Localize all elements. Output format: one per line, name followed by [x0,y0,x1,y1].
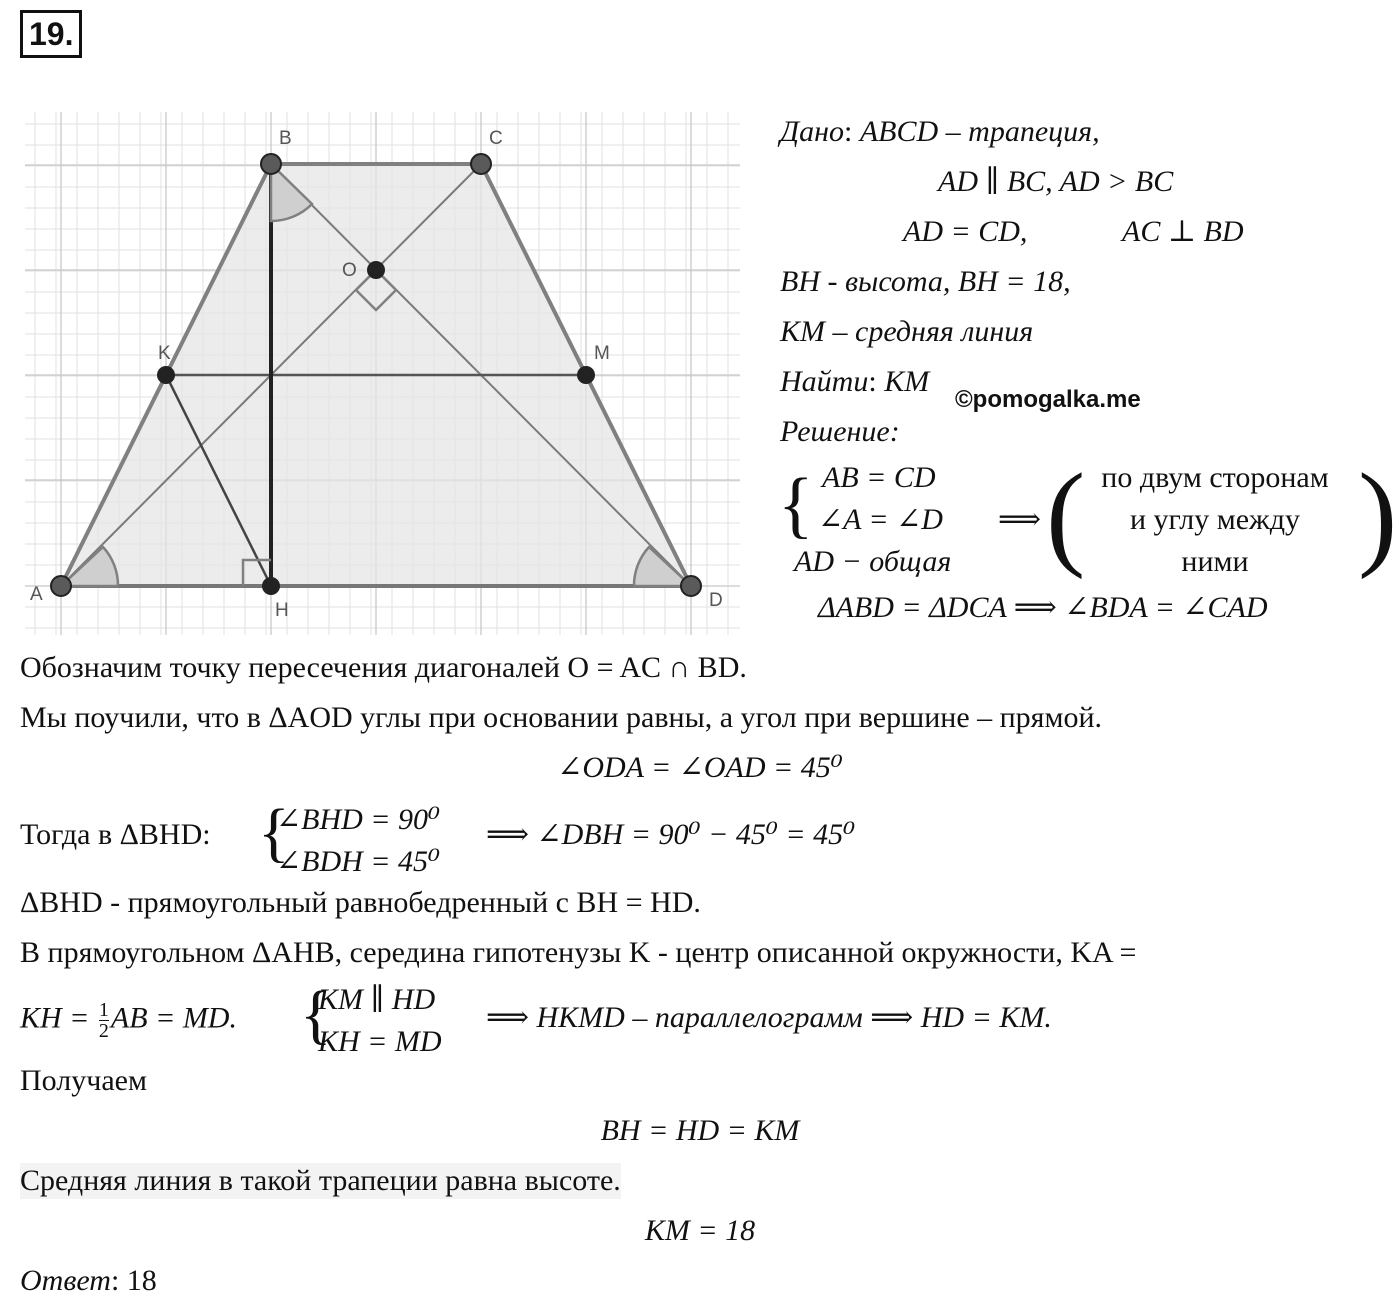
given-line-3b: AC ⊥ BD [1122,215,1244,248]
system-1-row: ∠A = ∠D [818,503,943,536]
fraction-one-half: $\frac{1}{2}$ [98,999,109,1042]
equation-1: ∠ODA = ∠OAD = 45⁰ [557,751,843,784]
paragraph-7: Получаем [20,1064,147,1097]
p6-part-a: KH = [20,1001,90,1035]
brace-system-2: { [258,796,290,869]
watermark: ©pomogalka.me [955,386,1141,413]
label-h: H [275,600,289,621]
find-label: Найти [780,365,869,398]
reason-line: по двум сторонам [1101,461,1329,494]
system-3-row: KH = MD [318,1025,442,1058]
label-b: B [279,128,292,149]
system-1-row: AB = CD [822,461,936,494]
solution-label: Решение: [780,415,900,448]
label-m: M [594,343,610,364]
given-line-3a: AD = CD, [903,215,1028,248]
answer-label: Ответ [20,1264,111,1297]
system-1-reason [1072,457,1358,583]
paragraph-8: Средняя линия в такой трапеции равна высоте. [20,1164,621,1197]
label-a: A [30,584,43,605]
problem-number: 19. [20,10,82,58]
answer-value: 18 [126,1264,157,1297]
paragraph-2: Мы поучили, что в ΔAOD углы при основании равны, а угол при вершине – прямой. [20,701,1103,734]
given-trapezoid: ABCD – трапеция, [859,115,1100,148]
given-line-4: BH - высота, BH = 18, [780,265,1071,298]
point-h [263,578,279,594]
implies-arrow-1: ⟹ [998,503,1042,536]
given-line-5: KM – средняя линия [780,315,1034,348]
equation-2: BH = HD = KM [600,1114,800,1147]
given-line-2: AD ∥ BC, AD > BC [938,165,1174,198]
find-value: KM [884,365,930,398]
label-o: O [342,260,357,281]
system-1-conclusion: ΔABD = ΔDCA ⟹ ∠BDA = ∠CAD [818,591,1268,624]
paragraph-5: В прямоугольном ΔAHB, середина гипотенузы K - центр описанной окружности, KA = [20,936,1137,969]
system-3-rows [318,979,442,1063]
p6-part-b: AB = MD. [110,1001,237,1035]
label-c: C [489,128,503,149]
paragraph-6-suffix: ⟹ HKMD – параллелограмм ⟹ HD = KM. [486,1001,1052,1034]
paragraph-3-suffix: ⟹ ∠DBH = 90⁰ − 45⁰ = 45⁰ [486,818,856,851]
paren-left: ( [1046,449,1086,580]
equation-3: KM = 18 [644,1214,756,1247]
brace-system-3: { [300,978,332,1051]
trapezoid-figure [0,100,760,640]
paragraph-6 [20,1000,237,1041]
point-c [471,154,491,174]
system-3-row: KM ∥ HD [318,983,436,1016]
paren-right: ) [1358,449,1398,580]
paragraph-1: Обозначим точку пересечения диагоналей O = AC ∩ BD. [20,651,747,684]
system-2-row: ∠BDH = 45⁰ [276,845,441,878]
answer-line: Ответ: 18 [20,1264,157,1297]
given-label: Дано [780,115,844,148]
system-1-rows [794,457,951,583]
point-a [51,576,71,596]
system-2-rows [276,799,440,883]
point-o [368,262,384,278]
point-d [681,576,701,596]
point-k [158,367,174,383]
given-line-1: Дано: ABCD – трапеция, [780,115,1100,148]
point-m [578,367,594,383]
point-b [261,154,281,174]
label-d: D [709,590,723,611]
system-1-row: AD − общая [794,545,952,578]
paragraph-3-prefix: Тогда в ΔBHD: [20,818,211,851]
label-k: K [158,343,171,364]
reason-line: ними [1181,545,1249,578]
system-2-row: ∠BHD = 90⁰ [276,803,441,836]
brace-system-1: { [778,464,814,546]
reason-line: и углу между [1129,503,1301,536]
paragraph-4: ΔBHD - прямоугольный равнобедренный с BH = HD. [20,886,701,919]
find-line: Найти: KM [780,365,930,398]
